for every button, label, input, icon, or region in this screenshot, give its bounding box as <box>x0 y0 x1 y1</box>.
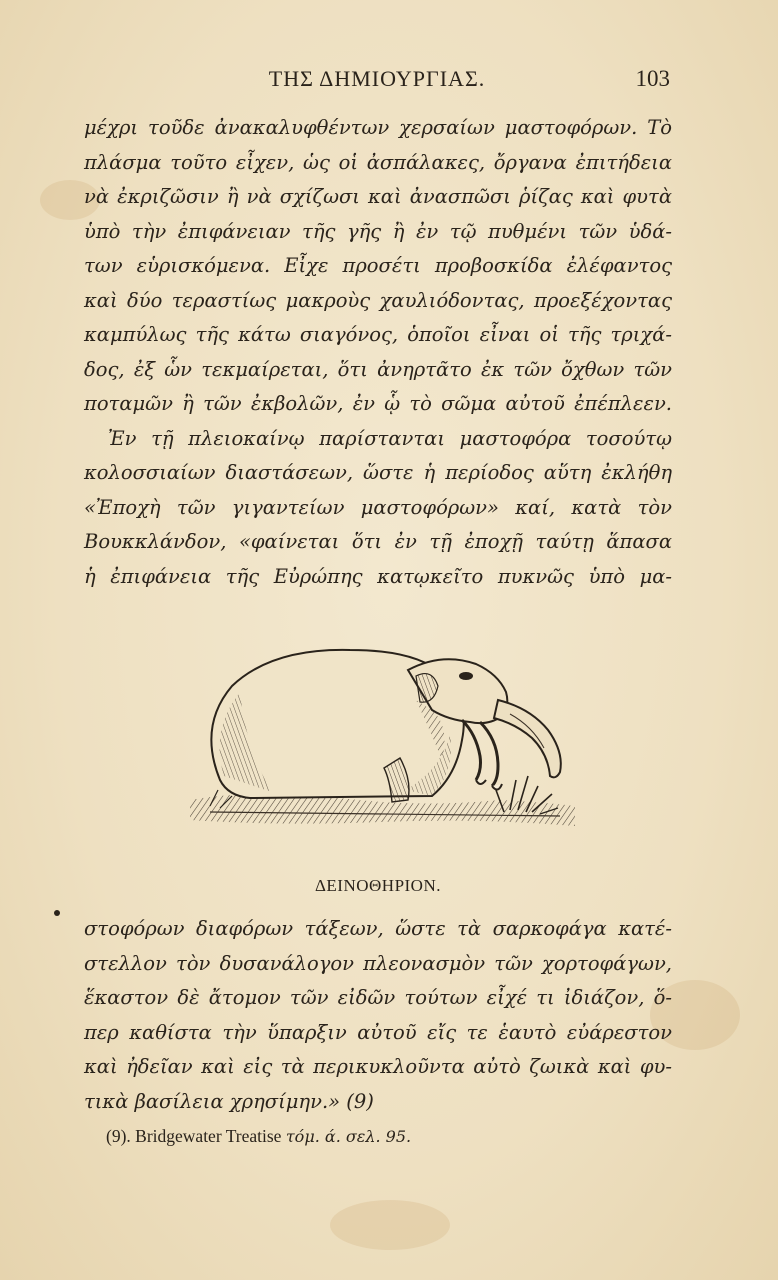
text-line: πλάσμα τοῦτο εἶχεν, ὡς οἱ ἀσπάλακες, ὄργανα ἐπιτήδεια <box>84 150 672 174</box>
text-line: Βουκκλάνδον, «φαίνεται ὅτι ἐν τῇ ἐποχῇ ταύτῃ ἅπασα <box>84 530 672 553</box>
footnote-reference: τόμ. ά. σελ. 95. <box>285 1127 412 1146</box>
paragraph-top <box>84 111 672 422</box>
footnote-source: Bridgewater Treatise <box>135 1126 282 1146</box>
paragraph-second <box>84 422 672 595</box>
text-line: μέχρι τοῦδε ἀνακαλυφθέντων χερσαίων μαστοφόρων. Τὸ <box>84 116 672 139</box>
text-line: καὶ δύο τεραστίως μακροὺς χαυλιόδοντας, προεξέχοντας <box>84 288 672 312</box>
text-line: στελλον τὸν δυσανάλογον πλεονασμὸν τῶν χορτοφάγων, <box>84 951 672 975</box>
text-line: ἕκαστον δὲ ἄτομον τῶν εἰδῶν τούτων εἶχέ τι ἰδιάζον, ὅ- <box>84 986 672 1009</box>
text-line: καμπύλως τῆς κάτω σιαγόνος, ὁποῖοι εἶναι οἱ τῆς τριχά- <box>84 323 672 346</box>
footnote-marker: (9). <box>106 1126 131 1146</box>
text-line: των εὑρισκόμενα. Εἶχε προσέτι προβοσκίδα ἐλέφαντος <box>84 254 672 277</box>
text-line: νὰ ἐκριζῶσιν ἢ νὰ σχίζωσι καὶ ἀνασπῶσι ῥίζας καὶ φυτὰ <box>84 185 672 208</box>
text-line: καὶ ἠδεῖαν καὶ εἰς τὰ περικυκλοῦντα αὐτὸ ζωικὰ καὶ φυ- <box>84 1055 672 1078</box>
text-line: κολοσσιαίων διαστάσεων, ὥστε ἡ περίοδος αὕτη ἐκλήθη <box>84 461 672 484</box>
text-line: ἡ ἐπιφάνεια τῆς Εὐρώπης κατῳκεῖτο πυκνῶς ὑπὸ μα- <box>84 564 672 588</box>
text-line: ὑπὸ τὴν ἐπιφάνειαν τῆς γῆς ἢ ἐν τῷ πυθμένι τῶν ὑδά- <box>84 219 672 243</box>
text-line: «Ἐποχὴ τῶν γιγαντείων μαστοφόρων» καί, κατὰ τὸν <box>84 495 672 519</box>
text-line: δος, ἐξ ὧν τεκμαίρεται, ὅτι ἀνηρτᾶτο ἐκ τῶν ὄχθων τῶν <box>84 357 672 381</box>
footnote <box>106 1122 411 1151</box>
text-line: ποταμῶν ἢ τῶν ἐκβολῶν, ἐν ᾧ τὸ σῶμα αὐτοῦ ἐπέπλεεν. <box>84 392 672 415</box>
figure-caption: ΔΕΙΝΟΘΗΡΙΟΝ. <box>314 876 441 895</box>
margin-mark <box>54 910 60 916</box>
running-title: ΤΗΣ ΔΗΜΙΟΥΡΓΙΑΣ. <box>268 66 486 91</box>
text-line: περ καθίστα τὴν ὕπαρξιν αὐτοῦ εἴς τε ἑαυτὸ εὐάρεστον <box>84 1020 672 1044</box>
deinotherium-illustration <box>180 630 580 840</box>
page-number: 103 <box>635 66 670 91</box>
text-line: Ἐν τῇ πλειοκαίνῳ παρίστανται μαστοφόρα τοσούτῳ <box>108 426 672 450</box>
text-line: στοφόρων διαφόρων τάξεων, ὥστε τὰ σαρκοφάγα κατέ- <box>84 917 672 940</box>
paper-stain <box>330 1200 450 1250</box>
page-header <box>84 62 670 98</box>
text-line: τικὰ βασίλεια χρησίμην.» (9) <box>84 1089 374 1113</box>
paragraph-bottom <box>84 912 672 1119</box>
